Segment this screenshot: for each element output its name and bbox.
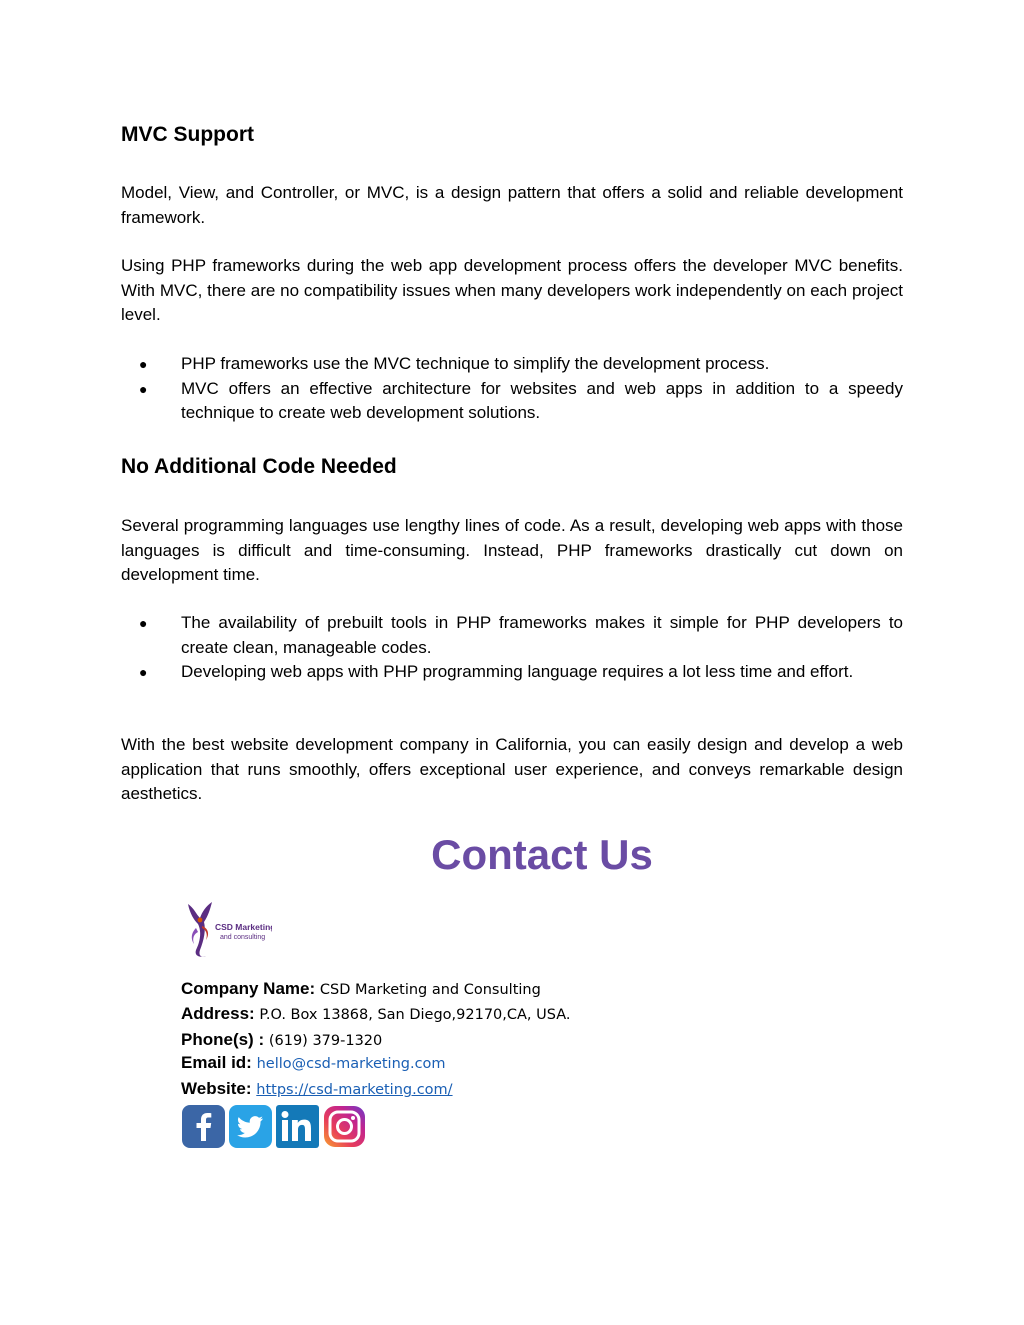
- list-item-text: The availability of prebuilt tools in PHP frameworks makes it simple for PHP developers to create clean, manageable codes.: [181, 613, 903, 657]
- list-item-text: MVC offers an effective architecture for websites and web apps in addition to a speedy technique to create web development solutions.: [181, 378, 903, 422]
- bullet-icon: ●: [139, 664, 148, 680]
- bullet-list: [121, 611, 903, 685]
- list-item: [121, 377, 903, 426]
- address-row: [181, 1003, 571, 1026]
- phone-value: (619) 379-1320: [268, 1033, 383, 1049]
- list-item-text: PHP frameworks use the MVC technique to simplify the development process.: [181, 354, 770, 373]
- company-name-value: CSD Marketing and Consulting: [319, 982, 541, 998]
- website-link[interactable]: https://csd-marketing.com/: [256, 1082, 453, 1098]
- section-heading-mvc-support: MVC Support: [121, 123, 254, 146]
- logo-text-line2: and consulting: [220, 934, 266, 941]
- list-item: [121, 352, 903, 377]
- address-label: Address:: [181, 1004, 255, 1023]
- logo-mark-icon: [182, 900, 272, 960]
- company-name-label: Company Name:: [181, 979, 316, 998]
- list-item: [121, 660, 903, 685]
- twitter-icon[interactable]: [229, 1105, 272, 1148]
- facebook-icon[interactable]: [182, 1105, 225, 1148]
- paragraph: Using PHP frameworks during the web app development process offers the developer MVC benefits. With MVC, there are no compatibility issues when many developers work independently on each project level.: [121, 256, 903, 324]
- company-name-row: [181, 978, 541, 1001]
- social-icons: [182, 1105, 366, 1149]
- list-item-text: Developing web apps with PHP programming language requires a lot less time and effort.: [181, 662, 854, 681]
- paragraph: Model, View, and Controller, or MVC, is a design pattern that offers a solid and reliable development framework.: [121, 183, 903, 227]
- instagram-icon[interactable]: [323, 1105, 366, 1148]
- email-row: [181, 1052, 446, 1075]
- bullet-icon: ●: [139, 356, 148, 372]
- bullet-icon: ●: [139, 380, 148, 397]
- bullet-list: [121, 352, 903, 426]
- bullet-icon: ●: [139, 615, 148, 631]
- paragraph: Several programming languages use lengthy lines of code. As a result, developing web apps with those languages is difficult and time-consuming. Instead, PHP frameworks drastically cut down on development time.: [121, 516, 903, 584]
- phone-label: Phone(s) :: [181, 1030, 265, 1049]
- linkedin-icon[interactable]: [276, 1105, 319, 1148]
- company-logo: [182, 900, 272, 960]
- website-label: Website:: [181, 1079, 252, 1098]
- email-link[interactable]: hello@csd-marketing.com: [256, 1056, 446, 1072]
- contact-us-heading: Contact Us: [431, 831, 653, 878]
- closing-paragraph: With the best website development company in California, you can easily design and develop a web application that runs smoothly, offers exceptional user experience, and conveys remarkable design aesthetics.: [121, 735, 903, 803]
- website-row: [181, 1078, 453, 1101]
- list-item: [121, 611, 903, 660]
- section-heading-no-additional-code: No Additional Code Needed: [121, 455, 397, 478]
- logo-text-line1: CSD Marketing: [215, 922, 272, 932]
- address-value: P.O. Box 13868, San Diego,92170,CA, USA.: [259, 1007, 571, 1023]
- email-label: Email id:: [181, 1053, 252, 1072]
- phone-row: [181, 1029, 382, 1052]
